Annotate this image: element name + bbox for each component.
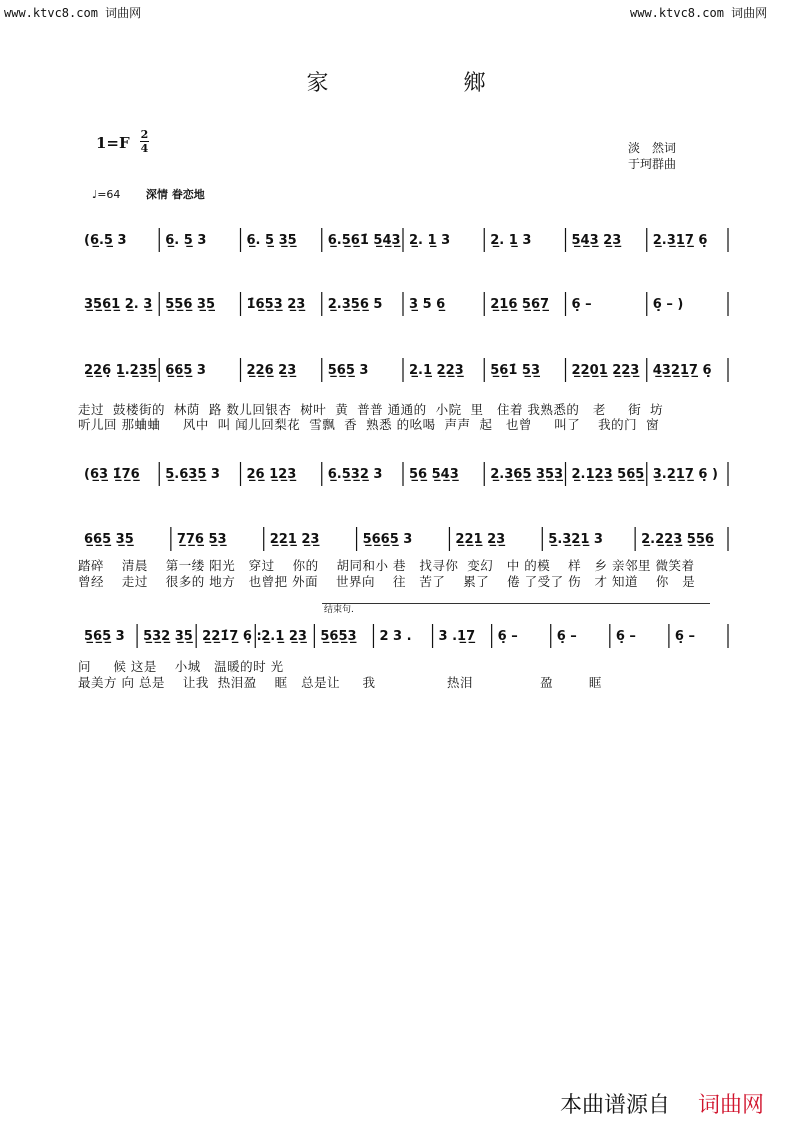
- score-row-6: [78, 622, 728, 652]
- measure: 2̲. 1̲ 3: [490, 233, 532, 248]
- song-title: 家 鄉: [306, 71, 550, 96]
- credits: [628, 140, 676, 172]
- measure: 6̲6̲5̲ 3: [165, 363, 206, 378]
- lyricist-credit: 淡 然词: [628, 141, 677, 155]
- measure: 2̲.1̲2̲3̲ 5̲6̲5̲: [571, 467, 645, 482]
- measure: 2̲.3̲1̲7̲ 6̣: [652, 233, 708, 248]
- measure: 2̲.2̲2̲3̲ 5̲5̲6̲: [641, 532, 714, 547]
- tempo-marking: [92, 186, 205, 202]
- measure: 2̲2̲1̲ 2̲3̲: [269, 532, 320, 547]
- score-row-3: [78, 356, 728, 386]
- measure: 3̲ 5 6̲: [409, 297, 446, 312]
- measure: 2̲.3̲6̲5̲ 3̲5̲3̲: [490, 467, 564, 482]
- footer-credit: [560, 1088, 764, 1119]
- measure: 5̲5̲6̲ 3̲5̲: [165, 297, 216, 312]
- composer-credit: 于珂群曲: [628, 157, 677, 171]
- measure: 4̲3̲2̲1̲7̲ 6̣: [652, 363, 712, 378]
- measure: 6̲.5̲6̲1̇ 5̲4̲3̲: [327, 233, 401, 248]
- measure: 2̲.1̲ 2̲3̲: [261, 629, 307, 644]
- measure: 5̲.3̲2̲1̲ 3: [548, 532, 603, 547]
- measure: 6̣ –: [674, 629, 695, 644]
- time-signature-top: 2: [140, 128, 149, 141]
- key-signature: 1=F: [96, 134, 130, 152]
- measure: 2̲. 1̲ 3: [409, 233, 451, 248]
- measure: 5̲.6̲3̲5̲ 3: [165, 467, 220, 482]
- measure: 2 3 .: [379, 629, 412, 644]
- measure: 3 .1̲7̲: [438, 629, 476, 644]
- measure: 5̲6̲ 5̲4̲3̲: [409, 467, 459, 482]
- measure: 6̲. 5̲ 3̲5̲: [246, 233, 297, 248]
- measure: 2̲.1̲ 2̲2̲3̲: [409, 363, 464, 378]
- measure: 2̲6̲ 1̲2̲3̲: [246, 467, 297, 482]
- measure: (6̲.5̲ 3: [84, 233, 127, 248]
- tempo-bpm: ♩=64: [92, 188, 121, 201]
- score-staff-svg: [78, 622, 728, 652]
- watermark-left: www.ktvc8.com 词曲网: [4, 6, 142, 20]
- score-staff-svg: [78, 290, 728, 320]
- time-signature-bottom: 4: [140, 142, 149, 155]
- measure: 6̣ – ): [652, 297, 684, 312]
- score-staff-svg: [78, 460, 728, 490]
- measure: 6̲. 5̲ 3: [165, 233, 207, 248]
- score-row-4: [78, 460, 728, 490]
- measure: 1̇6̲5̲3̲ 2̲3̲: [246, 297, 306, 312]
- footer-source: 本曲谱源自: [560, 1093, 671, 1118]
- measure: 5̲6̲5̲3̲: [320, 629, 357, 644]
- measure: 5̲6̲6̲5̲ 3: [362, 532, 413, 547]
- measure: 6̲6̲5̲ 3̲5̲: [84, 532, 134, 547]
- measure: (6̲3̲ 1̲̇7̲6̲: [84, 467, 140, 482]
- time-signature: [140, 128, 149, 155]
- lyric-line-2b: 曾经 走过 很多的 地方 也曾把 外面 世界向 往 苦了 累了 倦 了受了 伤 才 知道 你 是: [78, 574, 696, 589]
- measure: 2̲1̲6̲ 5̲6̲7̲: [490, 297, 550, 312]
- lyric-line-2a: 踏碎 清晨 第一缕 阳光 穿过 你的 胡同和小 巷 找寻你 变幻 中 的模 样 乡 亲邻里 微笑着: [78, 558, 695, 573]
- lyric-line-3b: 最美方 向 总是 让我 热泪盈 眶 总是让 我 热泪 盈 眶: [78, 675, 602, 690]
- ending-mark: 结束句.: [324, 605, 354, 615]
- lyric-line-1b: 听儿回 那蛐蛐 风中 叫 闻儿回梨花 雪飘 香 熟悉 的吆喝 声声 起 也曾 叫了 我的门 窗: [78, 417, 660, 432]
- score-row-5: [78, 525, 728, 555]
- measure: 6̣ –: [497, 629, 518, 644]
- score-row-2: [78, 290, 728, 320]
- footer-brand: 词曲网: [698, 1093, 765, 1118]
- measure: 6̣ –: [571, 297, 592, 312]
- score-row-1: [78, 226, 728, 256]
- measure: 2̲2̲1̲ 2̲3̲: [455, 532, 506, 547]
- measure: 3̲5̲6̲1̲ 2̲. 3̲: [84, 297, 153, 312]
- measure: 6̣ –: [556, 629, 577, 644]
- measure: 5̲6̲5̲ 3: [84, 629, 125, 644]
- score-staff-svg: [78, 356, 728, 386]
- score-staff-svg: [78, 525, 728, 555]
- expression-marking: 深情 眷恋地: [145, 188, 205, 201]
- measure: 2̲2̲0̲1̲ 2̲2̲3̲: [571, 363, 640, 378]
- measure: 5̲4̲3̲ 2̲3̲: [571, 233, 622, 248]
- measure: 5̲6̲1̇ 5̲3̲: [490, 363, 541, 378]
- watermark-right: www.ktvc8.com 词曲网: [630, 6, 768, 20]
- measure: 6̣ –: [615, 629, 636, 644]
- score-staff-svg: [78, 226, 728, 256]
- lyric-line-1a: 走过 鼓楼街的 林荫 路 数儿回银杏 树叶 黄 普普 通通的 小院 里 住着 我熟悉的 老 街 坊: [78, 402, 664, 417]
- measure: 2̲.3̲5̲6̲ 5: [327, 297, 383, 312]
- measure: 5̲6̲5̲ 3: [327, 363, 369, 378]
- measure: 2̲2̲1̇7̲ 6̣ :: [202, 629, 262, 644]
- measure: 6̲.5̲3̲2̲ 3: [327, 467, 383, 482]
- ending-bracket: [322, 603, 710, 604]
- measure: 3̲.2̲1̲7̲ 6̣ ): [652, 467, 718, 482]
- measure: 2̲2̲6̣ 1̲.2̲3̲5̲: [84, 363, 157, 378]
- measure: 5̲3̲2̲ 3̲5̲: [143, 629, 193, 644]
- measure: 2̲2̲6̲ 2̲3̲: [246, 363, 297, 378]
- lyric-line-3a: 问 候 这是 小城 温暖的时 光: [78, 659, 284, 674]
- measure: 7̲7̲6̲ 5̲3̲: [176, 532, 227, 547]
